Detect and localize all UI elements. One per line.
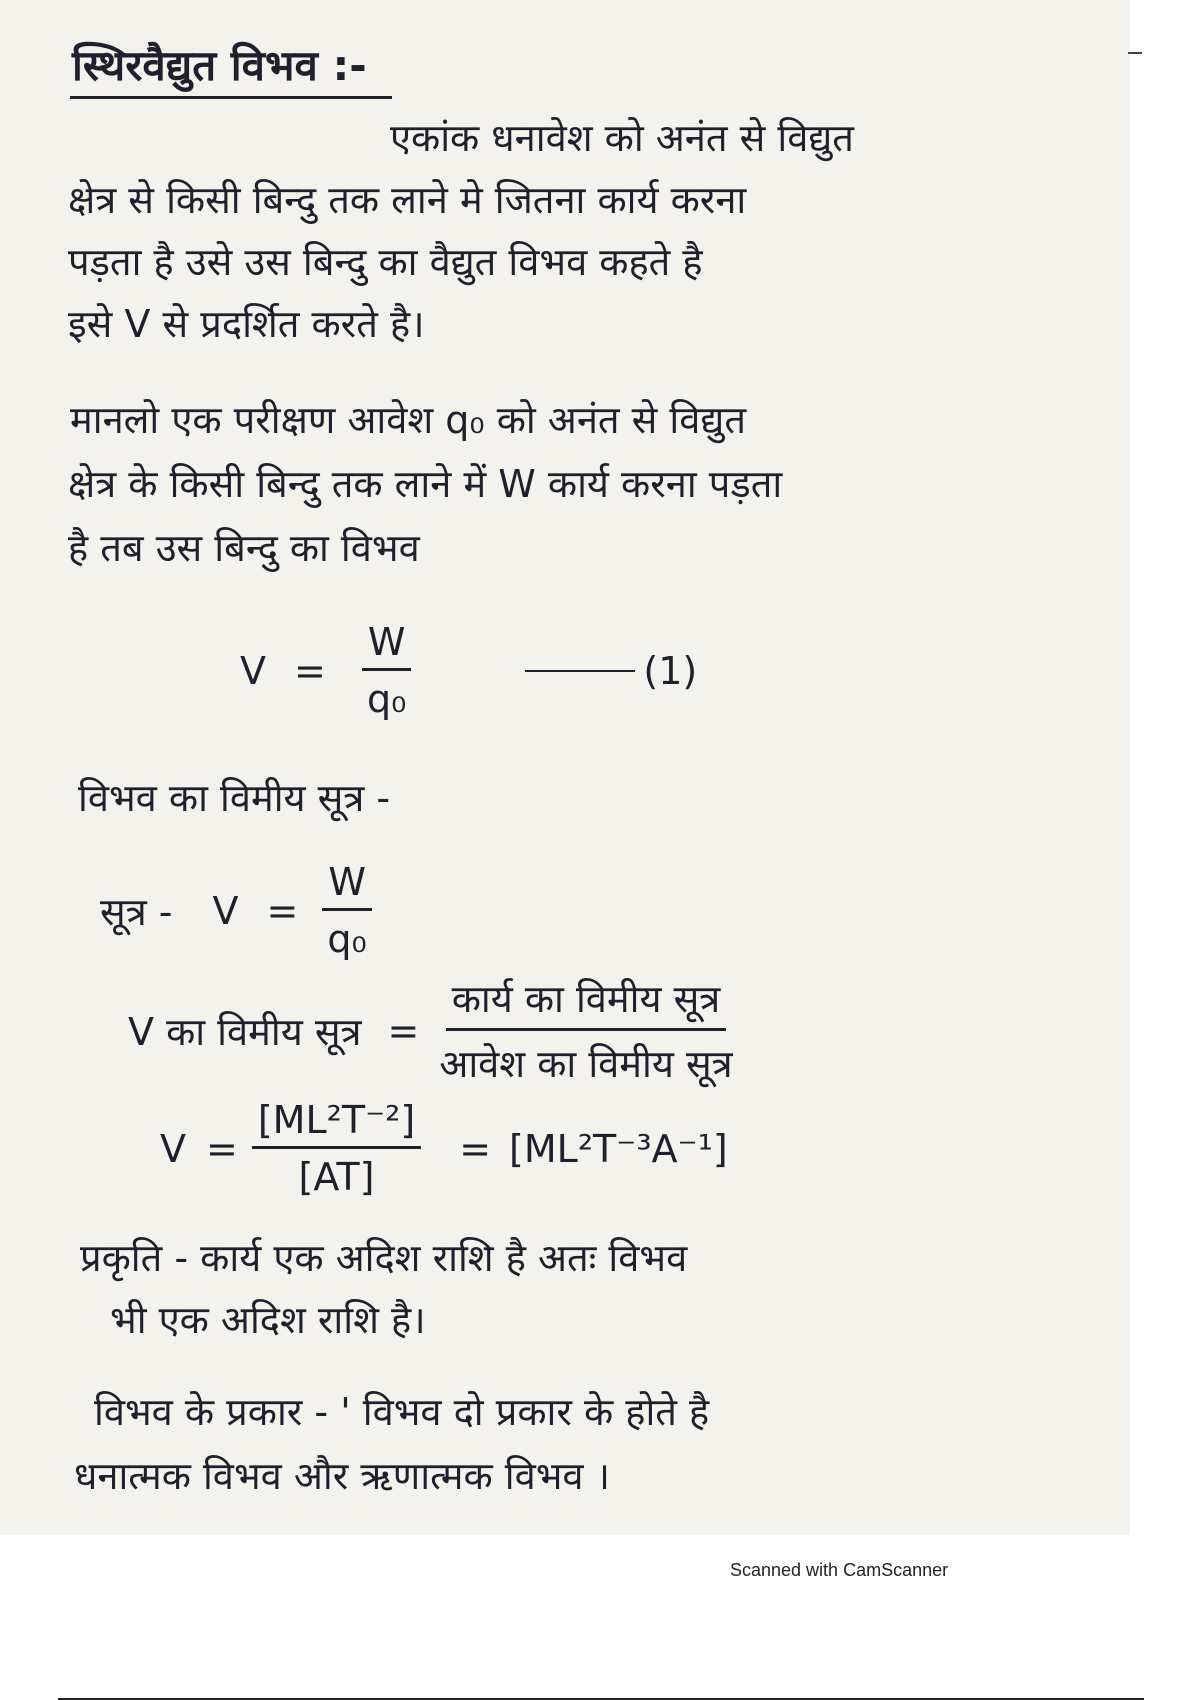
dim-eq-denominator: आवेश का विमीय सूत्र: [439, 1042, 733, 1086]
para1-line-4: इसे V से प्रदर्शित करते है।: [68, 302, 425, 346]
formula-lhs: V: [212, 888, 239, 933]
dim-result-value: [ML²T⁻³A⁻¹]: [509, 1126, 728, 1171]
page-title: स्थिरवैद्युत विभव :-: [72, 41, 367, 90]
title-underline: [70, 96, 392, 99]
para2-line-1: मानलो एक परीक्षण आवेश q₀ को अनंत से विद्युत: [70, 398, 747, 442]
eq1-numerator: W: [362, 620, 412, 671]
eq1-leader-line: [525, 670, 635, 672]
eq1-label: (1): [643, 648, 698, 693]
dim-result-equals-2: =: [459, 1126, 492, 1171]
dim-eq-fraction: [439, 972, 732, 1089]
dimension-result: [160, 1098, 728, 1199]
para1-line-3: पड़ता है उसे उस बिन्दु का वैद्युत विभव कहते है: [68, 240, 703, 284]
dim-eq-equals: =: [387, 1008, 420, 1053]
dim-result-numerator: [ML²T⁻²]: [252, 1098, 421, 1149]
dim-result-denominator: [AT]: [298, 1155, 375, 1199]
formula-prefix: सूत्र -: [100, 889, 173, 934]
dim-result-fraction: [252, 1098, 421, 1199]
para2-line-2: क्षेत्र के किसी बिन्दु तक लाने में W कार्य करना पड़ता: [68, 462, 783, 506]
dim-eq-lhs: V का विमीय सूत्र: [128, 1009, 362, 1054]
eq1-fraction: [362, 620, 412, 721]
dim-eq-numerator: कार्य का विमीय सूत्र: [446, 972, 727, 1031]
formula-fraction: [322, 860, 372, 961]
dimension-equation: [128, 972, 747, 1089]
para2-line-3: है तब उस बिन्दु का विभव: [68, 526, 420, 570]
eq1-equals: =: [294, 648, 326, 693]
formula-equals: =: [266, 888, 299, 933]
nature-line-1: प्रकृति - कार्य एक अदिश राशि है अतः विभव: [80, 1236, 688, 1280]
dim-result-lhs: V: [160, 1126, 186, 1171]
formula-numerator: W: [322, 860, 372, 911]
dimension-heading: विभव का विमीय सूत्र -: [78, 776, 391, 820]
eq1-lhs: V: [240, 648, 266, 693]
scanner-watermark: Scanned with CamScanner: [730, 1560, 949, 1580]
formula-row: [100, 860, 386, 961]
nature-line-2: भी एक अदिश राशि है।: [110, 1298, 426, 1342]
types-line-1: विभव के प्रकार - ' विभव दो प्रकार के होते है: [94, 1390, 710, 1434]
equation-1: [240, 620, 697, 721]
eq1-denominator: q₀: [366, 677, 407, 721]
formula-denominator: q₀: [327, 917, 367, 961]
para1-line-1: एकांक धनावेश को अनंत से विद्युत: [390, 116, 854, 160]
dim-result-equals: =: [206, 1126, 238, 1171]
types-line-2: धनात्मक विभव और ऋणात्मक विभव ।: [74, 1454, 611, 1498]
para1-line-2: क्षेत्र से किसी बिन्दु तक लाने मे जितना कार्य करना: [68, 178, 747, 222]
margin-mark: [1128, 52, 1142, 54]
